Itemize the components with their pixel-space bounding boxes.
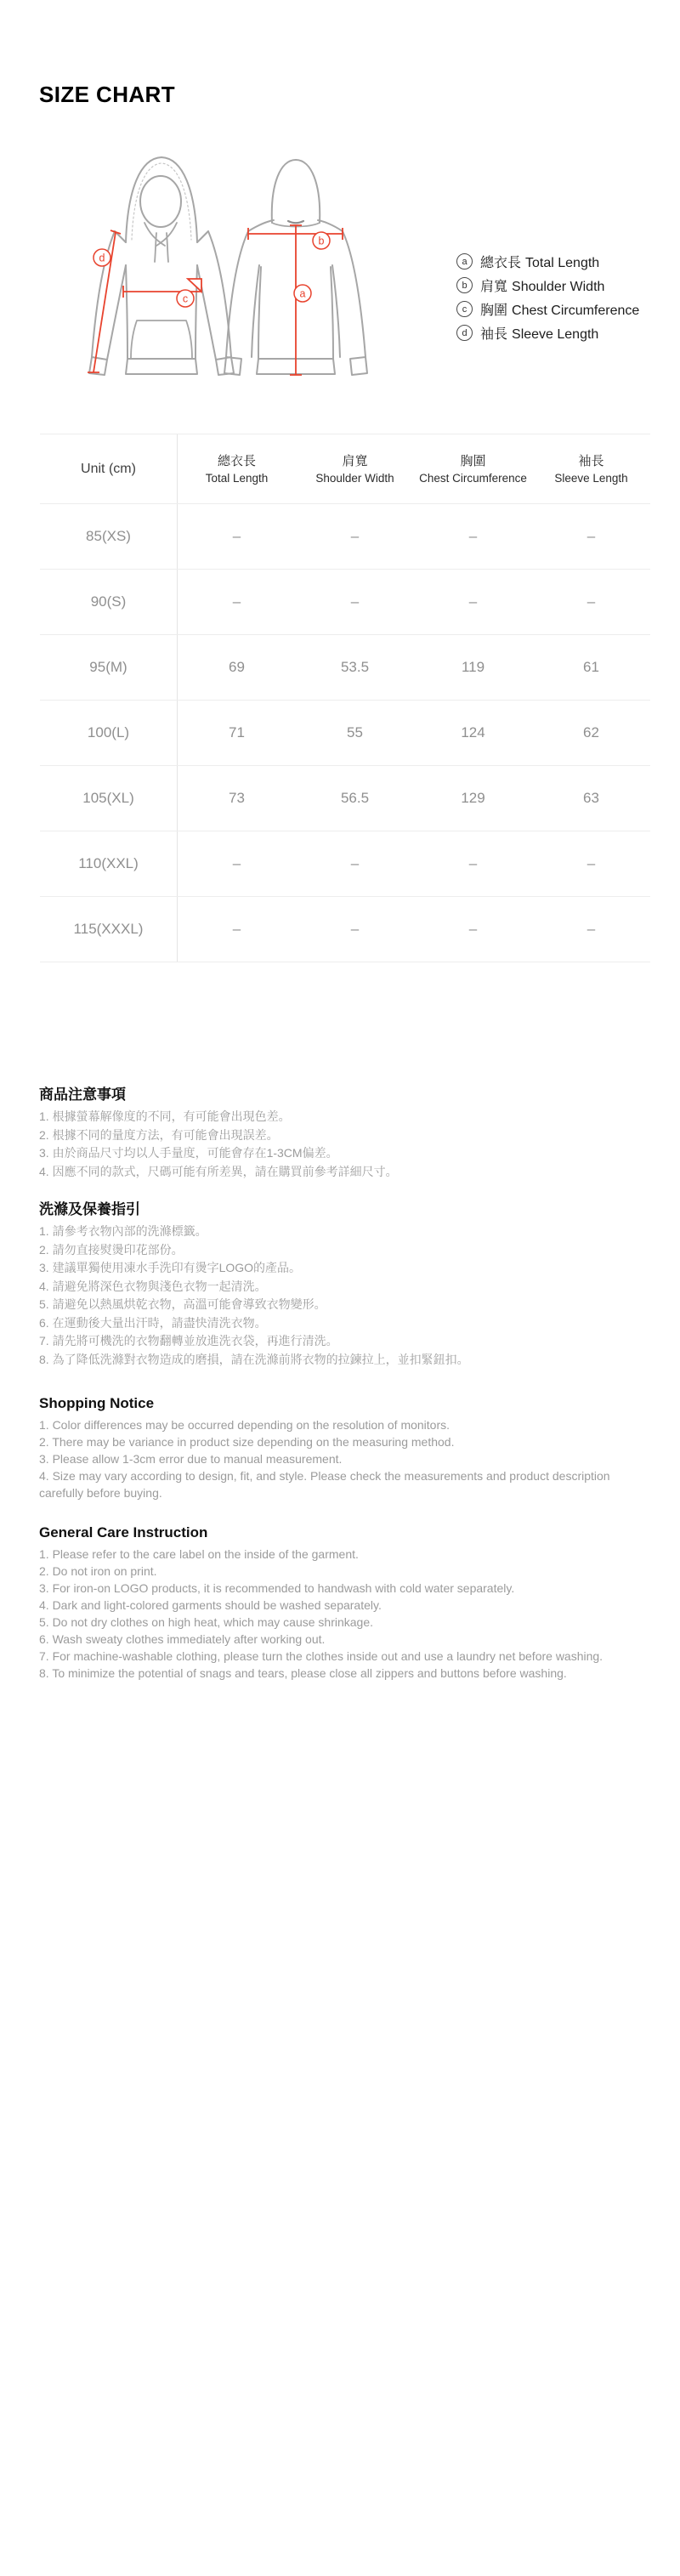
value-cell: 63 [583,790,599,806]
legend-marker-b-icon: b [456,277,473,293]
value-cell: – [586,921,596,937]
list-item: 1. 請參考衣物內部的洗滌標籤。 [39,1224,207,1238]
value-cell: 69 [229,659,245,675]
size-label: 110(XXL) [40,831,178,896]
value-cell: 55 [347,724,363,740]
list-item: 2. 請勿直接熨燙印花部份。 [39,1242,184,1257]
section-heading: 洗滌及保養指引 [39,1201,140,1217]
value-cell: – [350,528,360,544]
list-item: 2. Do not iron on print. [39,1564,157,1578]
value-cell: – [232,593,241,610]
value-cell: 73 [229,790,245,806]
table-row [40,570,650,635]
value-cell: – [350,921,360,937]
value-cell: 62 [583,724,599,740]
size-label: 105(XL) [40,766,178,831]
legend-item-total-length [456,253,639,270]
legend-label-zh: 肩寬 [480,280,508,294]
list-item: 6. Wash sweaty clothes immediately after working out. [39,1632,326,1646]
list-item: 8. To minimize the potential of snags and tears, please close all zippers and buttons before washing. [39,1666,567,1680]
size-label: 100(L) [40,701,178,765]
column-header-chest-circumference: 胸圍 Chest Circumference [419,453,527,485]
chest-line-flag [188,279,201,292]
list-item: 2. There may be variance in product size depending on the measuring method. [39,1435,455,1449]
legend-label-zh: 胸圍 [480,304,508,318]
measurement-markers [94,232,330,307]
column-header-shoulder-width: 肩寬 Shoulder Width [315,453,394,485]
legend-label-en: Shoulder Width [512,280,605,294]
size-label: 90(S) [40,570,178,634]
legend-label-en: Total Length [525,256,600,270]
table-row [40,766,650,831]
table-row [40,635,650,701]
value-cell: 61 [583,659,599,675]
value-cell: 124 [461,724,485,740]
value-cell: – [586,593,596,610]
list-item: 1. Please refer to the care label on the inside of the garment. [39,1547,359,1561]
legend-item-shoulder-width [456,277,639,293]
section-product-notes [39,1085,639,1181]
value-cell: – [232,921,241,937]
list-item: 4. 請避免將深色衣物與淺色衣物一起清洗。 [39,1279,267,1293]
kangaroo-pocket [131,321,192,359]
list-item: 5. Do not dry clothes on high heat, which may cause shrinkage. [39,1615,373,1629]
value-cell: – [232,528,241,544]
table-row [40,504,650,570]
list-item: 3. 由於商品尺寸均以人手量度，可能會存在1-3CM偏差。 [39,1146,338,1160]
value-cell: – [350,593,360,610]
value-cell: 119 [461,659,485,675]
size-label: 85(XS) [40,504,178,569]
value-cell: – [468,528,478,544]
list-item: 6. 在運動後大量出汗時，請盡快清洗衣物。 [39,1315,267,1330]
table-row [40,831,650,897]
section-shopping-notice [39,1393,639,1501]
value-cell: – [586,528,596,544]
value-cell: – [468,921,478,937]
list-item: 3. For iron-on LOGO products, it is recommended to handwash with cold water separately. [39,1581,515,1595]
value-cell: 53.5 [340,659,370,675]
legend-label-zh: 總衣長 [480,256,522,270]
unit-header: Unit (cm) [40,434,178,503]
size-table-header [40,434,650,504]
list-item: 8. 為了降低洗滌對衣物造成的磨損，請在洗滌前將衣物的拉鍊拉上，並扣緊鈕扣。 [39,1352,469,1366]
list-item: 4. Dark and light-colored garments should be washed separately. [39,1598,382,1612]
value-cell: 56.5 [340,790,370,806]
column-header-total-length: 總衣長 Total Length [205,453,269,485]
value-cell: – [350,855,360,871]
legend-item-chest-circumference [456,301,639,317]
list-item: 4. 因應不同的款式，尺碼可能有所差異，請在購買前參考詳細尺寸。 [39,1164,398,1178]
list-item: 2. 根據不同的量度方法，有可能會出現誤差。 [39,1127,279,1142]
size-label: 95(M) [40,635,178,700]
section-washing-care-guide [39,1200,639,1369]
table-row [40,897,650,962]
legend-label-zh: 袖長 [480,327,508,342]
value-cell: – [468,855,478,871]
size-diagram [60,151,387,398]
section-heading: General Care Instruction [39,1524,208,1540]
measurement-legend [456,253,639,349]
value-cell: – [468,593,478,610]
size-label: 115(XXXL) [40,897,178,962]
list-item: 3. Please allow 1-3cm error due to manual measurement. [39,1452,343,1466]
list-item: 3. 建議單獨使用凍水手洗印有燙字LOGO的產品。 [39,1261,302,1274]
legend-label-en: Sleeve Length [512,327,599,342]
list-item: 1. Color differences may be occurred depending on the resolution of monitors. [39,1418,450,1432]
size-table [40,434,650,962]
marker-b: b [318,235,325,247]
value-cell: 71 [229,724,245,740]
marker-a: a [299,287,306,300]
section-heading: Shopping Notice [39,1395,155,1411]
column-header-sleeve-length: 袖長 Sleeve Length [554,453,628,485]
list-item: 1. 根據螢幕解像度的不同，有可能會出現色差。 [39,1109,291,1123]
marker-c: c [182,292,189,305]
legend-marker-a-icon: a [456,253,473,270]
value-cell: – [232,855,241,871]
collar-mark [288,221,303,223]
list-item: 5. 請避免以熱風烘乾衣物，高溫可能會導致衣物變形。 [39,1297,326,1311]
legend-label-en: Chest Circumference [512,304,640,318]
page-title: SIZE CHART [39,82,175,107]
value-cell: 129 [461,790,485,806]
list-item: 7. 請先將可機洗的衣物翻轉並放進洗衣袋，再進行清洗。 [39,1334,338,1348]
section-heading: 商品注意事項 [39,1087,126,1103]
list-item: 4. Size may vary according to design, fit, and style. Please check the measurements and product description carefully before buying. [39,1469,610,1500]
section-general-care-instruction [39,1523,639,1682]
legend-marker-c-icon: c [456,301,473,317]
legend-item-sleeve-length [456,325,639,341]
table-row [40,701,650,766]
value-cell: – [586,855,596,871]
list-item: 7. For machine-washable clothing, please turn the clothes inside out and use a laundry net before washing. [39,1649,604,1663]
marker-d: d [99,252,105,264]
legend-marker-d-icon: d [456,325,473,341]
